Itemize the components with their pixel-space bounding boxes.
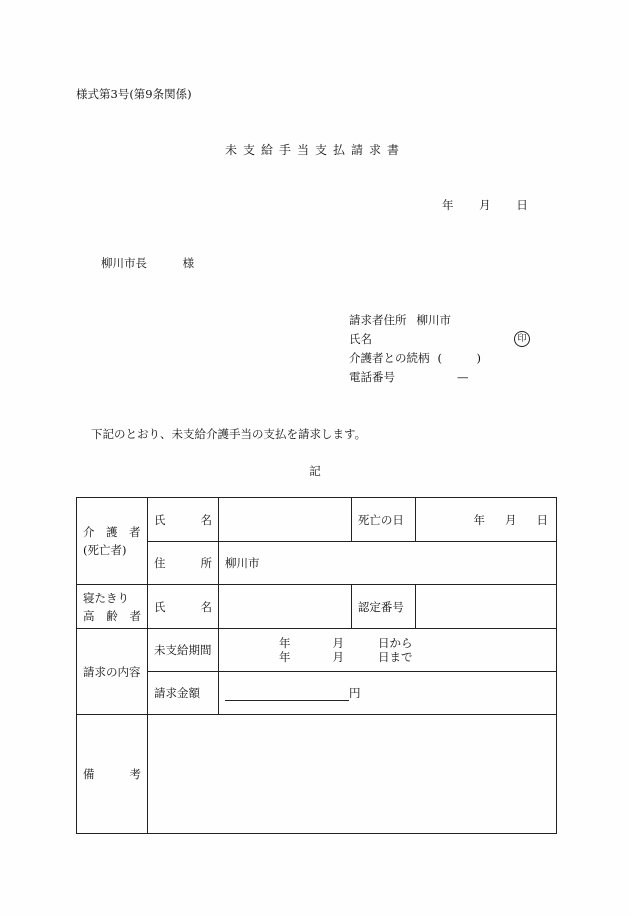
amount-unit: 円	[349, 686, 361, 700]
amount-underline	[225, 687, 349, 701]
remarks-label-left: 備	[83, 767, 95, 781]
caregiver-address-label	[148, 542, 219, 585]
claimant-address-value: 柳川市	[416, 313, 451, 327]
remarks-field[interactable]	[148, 715, 557, 834]
bedridden-line1: 寝たきり	[83, 590, 129, 605]
bedridden-name-label	[148, 585, 219, 629]
period-from-day: 日から	[378, 636, 413, 650]
death-date-day: 日	[536, 512, 548, 527]
name-label-right: 名	[200, 512, 213, 527]
addressee-name: 柳川市長	[101, 256, 147, 270]
period-from-year: 年	[279, 636, 291, 650]
bedridden-category	[77, 585, 148, 629]
table-row	[77, 629, 557, 672]
claimant-phone-value: —	[457, 370, 469, 384]
form-number: 様式第3号(第9条関係)	[76, 87, 192, 101]
bedridden-line2-left: 高	[83, 608, 95, 623]
claimant-phone-row	[349, 368, 481, 387]
period-to	[279, 650, 550, 664]
period-to-year: 年	[279, 650, 291, 664]
period-from	[279, 636, 550, 650]
death-date-label: 死亡の日	[351, 498, 415, 542]
caregiver-category	[77, 498, 148, 585]
name-label-right: 名	[200, 599, 213, 614]
claimant-name-row	[349, 330, 527, 349]
cert-number-label: 認定番号	[351, 585, 415, 629]
table-row	[77, 672, 557, 715]
unpaid-period-label: 未支給期間	[148, 629, 219, 672]
caregiver-line2: (死亡者)	[83, 543, 127, 557]
address-label-right: 所	[200, 556, 213, 570]
death-date-year: 年	[473, 512, 485, 527]
claimant-name-label: 氏名	[349, 332, 372, 346]
claim-content-category: 請求の内容	[77, 629, 148, 715]
claim-amount-label: 請求金額	[148, 672, 219, 715]
caregiver-name-field[interactable]	[219, 498, 352, 542]
death-date-month: 月	[505, 512, 517, 527]
death-date-field[interactable]	[416, 498, 557, 542]
table-row	[77, 542, 557, 585]
claimant-address-label: 請求者住所	[349, 313, 407, 327]
period-to-day: 日まで	[378, 650, 413, 664]
date-month-label: 月	[479, 198, 491, 212]
remarks-label-right: 考	[129, 767, 142, 781]
addressee-honorific: 様	[182, 256, 195, 270]
date-year-label: 年	[442, 198, 454, 212]
table-row	[77, 585, 557, 629]
name-label-left: 氏	[154, 599, 166, 614]
table-row	[77, 715, 557, 834]
seal-icon: 印	[514, 331, 530, 347]
ki-heading: 記	[309, 464, 321, 478]
intro-text: 下記のとおり、未支給介護手当の支払を請求します。	[91, 427, 367, 441]
addressee	[101, 255, 194, 271]
period-to-month: 月	[332, 650, 345, 664]
bedridden-line2-mid: 齢	[106, 608, 118, 623]
cert-number-field[interactable]	[416, 585, 557, 629]
unpaid-period-field[interactable]	[219, 629, 557, 672]
date-day-label: 日	[516, 198, 528, 212]
caregiver-name-label	[148, 498, 219, 542]
address-label-left: 住	[154, 556, 166, 570]
claimant-relation-label: 介護者との続柄	[349, 351, 430, 365]
claimant-address-row	[349, 311, 481, 330]
bedridden-line2	[83, 607, 141, 625]
bedridden-name-field[interactable]	[219, 585, 352, 629]
request-date	[440, 197, 550, 213]
period-from-month: 月	[332, 636, 345, 650]
claim-amount-field[interactable]	[219, 672, 557, 715]
claimant-block	[349, 311, 527, 387]
claim-form-table	[76, 497, 557, 834]
claimant-phone-label: 電話番号	[349, 370, 395, 384]
table-row	[77, 498, 557, 542]
remarks-label	[77, 715, 148, 834]
caregiver-line1: 介 護 者	[83, 525, 141, 539]
document-title: 未支給手当支払請求書	[224, 143, 405, 157]
caregiver-address-field[interactable]: 柳川市	[219, 542, 557, 585]
bedridden-line2-right: 者	[129, 608, 141, 623]
claimant-relation-value: ( )	[437, 351, 481, 365]
name-label-left: 氏	[154, 512, 166, 527]
claimant-relation-row	[349, 349, 481, 368]
